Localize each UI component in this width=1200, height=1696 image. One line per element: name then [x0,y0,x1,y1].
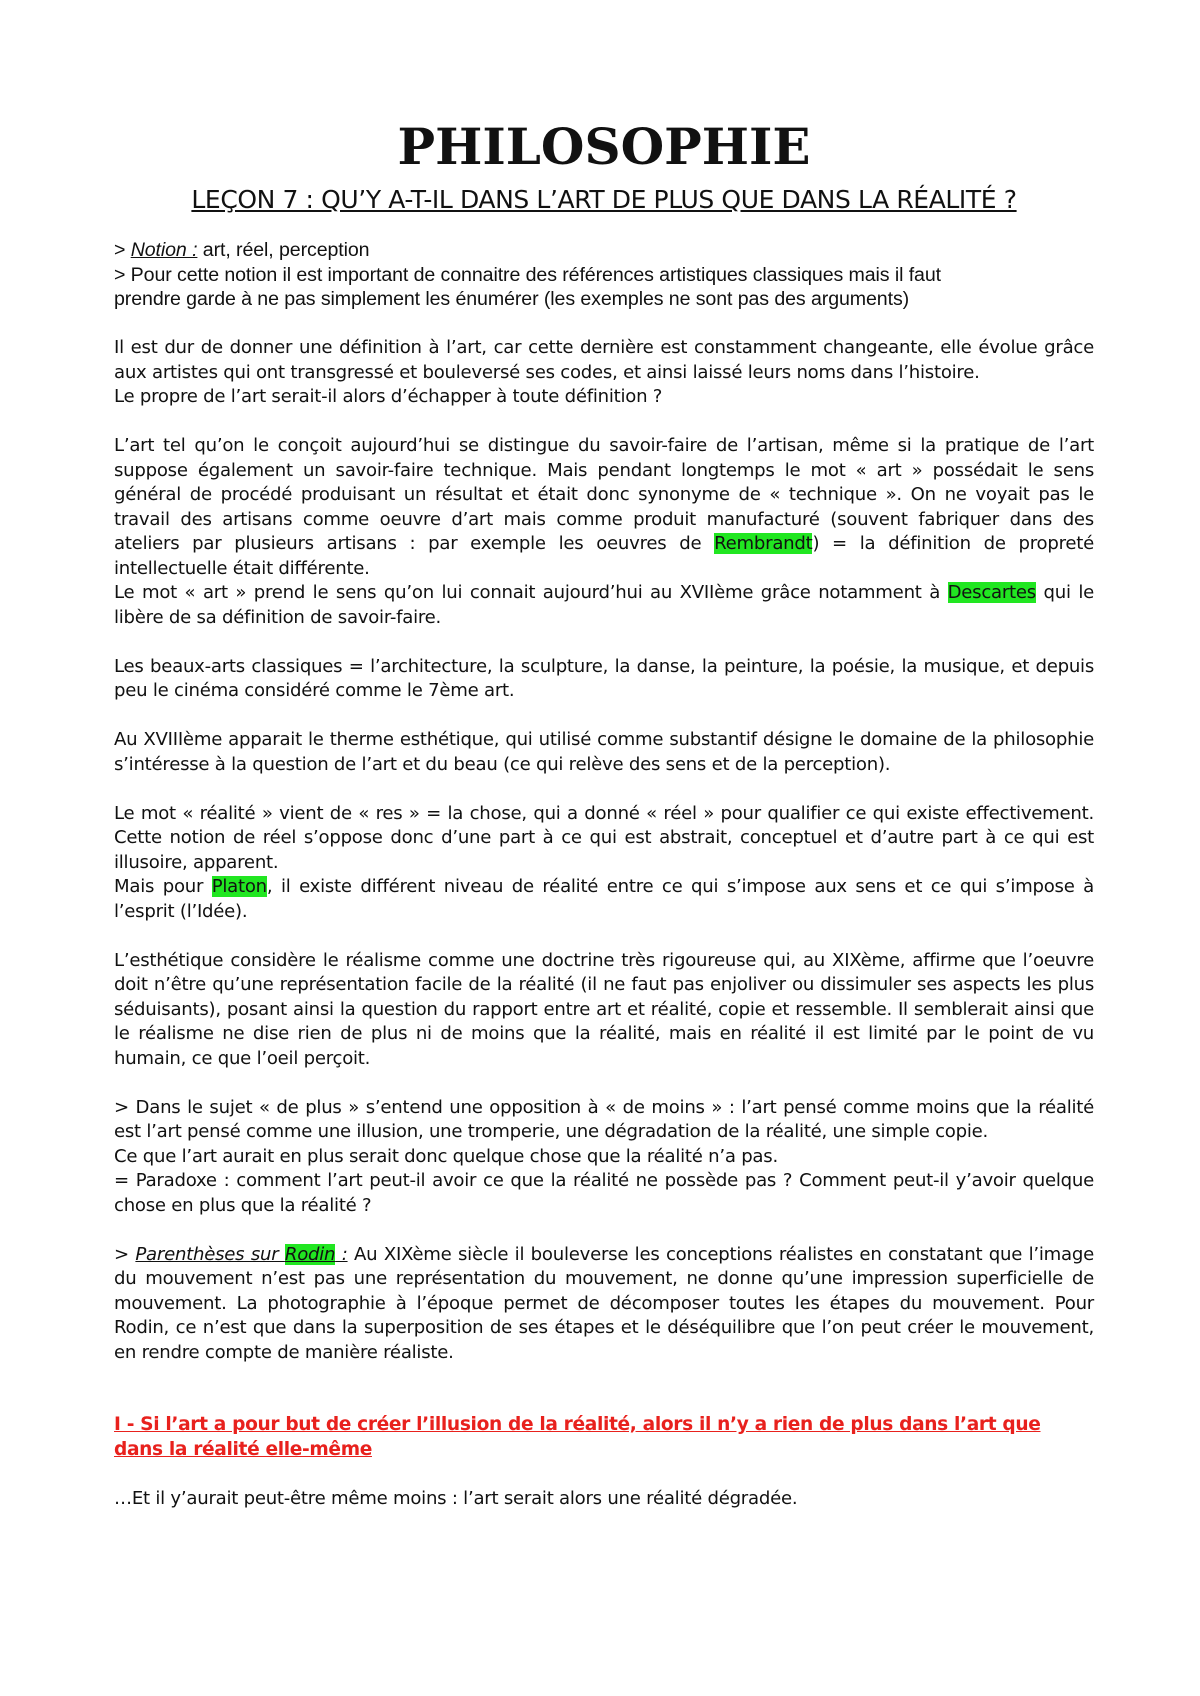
paragraph-text-cont: ) = la définition de propreté intellectuelle était différente. [114,533,1094,579]
paragraph-realisme: L’esthétique considère le réalisme comme une doctrine très rigoureuse qui, au XIXème, affirme que l’oeuvre doit n’être qu’une représentation facile de la réalité (il ne faut pas enjoliver ou dissimuler ses aspects les plus séduisants), posant ainsi la question du rapport entre art et réalité, copie et ressemble. Il semblerait ainsi que le réalisme ne dise rien de plus ni de moins que la réalité, mais en réalité il est limité par le point de vu humain, ce que l’oeil perçoit. [114,949,1094,1069]
paragraph-line-3: = Paradoxe : comment l’art peut-il avoir ce que la réalité ne possède pas ? Comment peut-il y’avoir quelque chose en plus que la réalité ? [114,1170,1094,1216]
notion-values: art, réel, perception [197,239,370,261]
paragraph-realite [114,802,1094,925]
document-content [114,118,1094,1536]
paragraph-text: Le mot « réalité » vient de « res » = la chose, qui a donné « réel » pour qualifier ce qui existe effectivement. Cette notion de réel s’oppose donc d’une part à ce qui est abstrait, conceptuel et d’autre part à ce qui est illusoire, apparent. [114,802,1094,873]
paragraph-text: Au XIXème siècle il bouleverse les conceptions réalistes en constatant que l’image du mouvement n’est pas une représentation du mouvement, ne donne qu’une impression superficielle de mouvement. La photographie à l’époque permet de décomposer toutes les étapes du mouvement. Pour Rodin, ce n’est que dans la superposition de ses étapes et le déséquilibre que l’on peut créer le mouvement, en rendre compte de manière réaliste. [114,1243,1094,1363]
advice-line-2: prendre garde à ne pas simplement les énumérer (les exemples ne sont pas des arguments) [114,288,910,310]
highlight-platon: Platon [211,876,267,897]
highlight-rodin: Rodin [284,1243,336,1265]
paragraph-text: Il est dur de donner une définition à l’art, car cette dernière est constamment changeante, elle évolue grâce aux artistes qui ont transgressé et bouleversé ses codes, et ainsi laissé leurs noms dans l’histoire. [114,337,1094,383]
line-text-cont: , il existe différent niveau de réalité entre ce qui s’impose aux sens et ce qui s’impose à l’esprit (l’Idée). [114,876,1094,922]
paragraph-beaux-arts: Les beaux-arts classiques = l’architecture, la sculpture, la danse, la peinture, la poésie, la musique, et depuis peu le cinéma considéré comme le 7ème art. [114,655,1094,701]
notion-line [114,238,1094,263]
notion-prefix: > [114,239,131,261]
paragraph-de-plus [114,1096,1094,1219]
line-text-cont: qui le libère de sa définition de savoir-faire. [114,582,1094,628]
line-text: Le mot « art » prend le sens qu’on lui connait aujourd’hui au XVIIème grâce notamment à [114,582,948,603]
paragraph-text: L’art tel qu’on le conçoit aujourd’hui se distingue du savoir-faire de l’artisan, même si la pratique de l’art suppose également un savoir-faire technique. Mais pendant longtemps le mot « art » possédait le sens général de procédé produisant un résultat et était donc synonyme de « technique ». On ne voyait pas le travail des artisans comme oeuvre d’art mais comme produit manufacturé (souvent fabriquer dans des ateliers par plusieurs artisans : par exemple les oeuvres de [114,435,1094,554]
paragraph-line-2: Ce que l’art aurait en plus serait donc quelque chose que la réalité n’a pas. [114,1145,778,1167]
highlight-descartes: Descartes [947,582,1036,603]
section-1-heading: I - Si l’art a pour but de créer l’illusion de la réalité, alors il n’y a rien de plus dans l’art que dans la réalité elle-même [114,1414,1041,1460]
paragraph-art-vs-craft [114,434,1094,630]
paragraph-esthetique: Au XVIIIème apparait le therme esthétique, qui utilisé comme substantif désigne le domaine de la philosophie s’intéresse à la question de l’art et du beau (ce qui relève des sens et de la perception). [114,729,1094,775]
paragraph-second-line [114,581,1094,630]
rodin-prefix: > [114,1243,136,1265]
lesson-subtitle: LEÇON 7 : QU’Y A-T-IL DANS L’ART DE PLUS QUE DANS LA RÉALITÉ ? [191,185,1017,214]
highlight-rembrandt: Rembrandt [714,533,813,554]
paragraph-rodin [114,1243,1094,1366]
section-1-intro: …Et il y’aurait peut-être même moins : l’art serait alors une réalité dégradée. [114,1487,798,1509]
paragraph-platon-line [114,875,1094,924]
page-title: PHILOSOPHIE [397,117,811,176]
paragraph-line-1: > Dans le sujet « de plus » s’entend une opposition à « de moins » : l’art pensé comme moins que la réalité est l’art pensé comme une illusion, une tromperie, une dégradation de la réalité, une simple copie. [114,1096,1094,1142]
notion-label: Notion : [130,239,198,261]
line-text: Mais pour [114,876,212,897]
rodin-label-text: Parenthèses sur [135,1243,285,1265]
rodin-label-colon: : [335,1243,348,1265]
paragraph-definition [114,336,1094,410]
advice-line-1: > Pour cette notion il est important de connaitre des références artistiques classiques mais il faut [114,263,941,286]
paragraph-question: Le propre de l’art serait-il alors d’échapper à toute définition ? [114,386,663,407]
intro-notes [114,238,1094,312]
rodin-label [135,1244,347,1265]
